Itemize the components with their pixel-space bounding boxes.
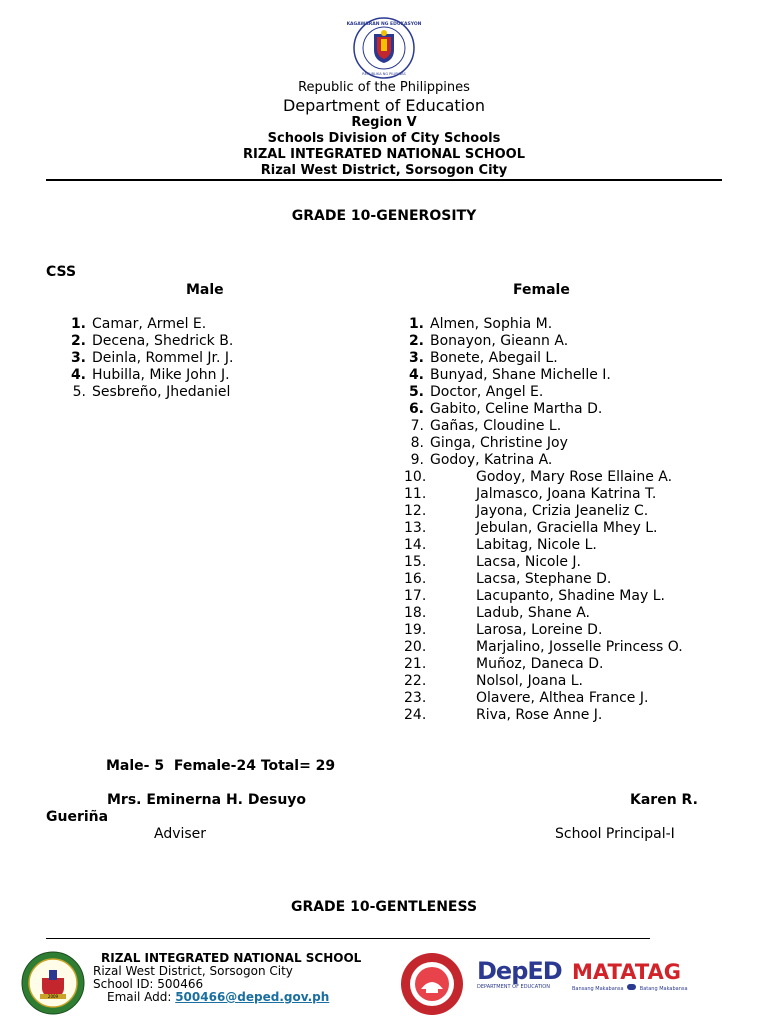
list-item-name: Lacsa, Stephane D. xyxy=(476,571,612,587)
list-item-name: Larosa, Loreine D. xyxy=(476,622,603,638)
matatag-tagline-1: Bansang Makabansa xyxy=(572,986,624,992)
list-item-number: 4. xyxy=(408,367,424,383)
list-item-number: 1. xyxy=(408,316,424,332)
subject-label: CSS xyxy=(46,264,77,280)
adviser-title: Adviser xyxy=(154,826,207,842)
list-item-name: Gañas, Cloudine L. xyxy=(430,418,562,434)
list-item xyxy=(404,571,611,588)
header-department: Department of Education xyxy=(282,96,486,115)
header-district: Rizal West District, Sorsogon City xyxy=(260,163,508,178)
list-item xyxy=(404,418,611,435)
list-item-name: Camar, Armel E. xyxy=(92,316,207,332)
header-republic: Republic of the Philippines xyxy=(298,80,470,95)
list-item xyxy=(404,690,649,707)
list-item-name: Lacupanto, Shadine May L. xyxy=(476,588,665,604)
section-title: GRADE 10-GENEROSITY xyxy=(291,208,477,224)
list-item xyxy=(404,384,611,401)
list-item-name: Jayona, Crizia Jeaneliz C. xyxy=(476,503,649,519)
list-item-name: Bonete, Abegail L. xyxy=(430,350,558,366)
adviser-name: Mrs. Eminerna H. Desuyo xyxy=(107,792,307,808)
list-item-number: 15. xyxy=(404,554,427,570)
list-item-number: 22. xyxy=(404,673,427,689)
seal-lettering: KAGAWARAN NG EDUKASYON xyxy=(346,22,422,27)
deped-logo xyxy=(477,958,561,990)
list-item-number: 3. xyxy=(70,350,86,366)
list-item xyxy=(60,350,234,367)
list-item xyxy=(404,503,649,520)
list-item-number: 14. xyxy=(404,537,427,553)
list-item xyxy=(404,333,611,350)
list-item-number: 13. xyxy=(404,520,427,536)
list-item-number: 20. xyxy=(404,639,427,655)
list-item-name: Marjalino, Josselle Princess O. xyxy=(476,639,683,655)
list-item-name: Jalmasco, Joana Katrina T. xyxy=(476,486,657,502)
list-item-name: Bunyad, Shane Michelle I. xyxy=(430,367,611,383)
list-item-name: Olavere, Althea France J. xyxy=(476,690,649,706)
list-item-number: 4. xyxy=(70,367,86,383)
division-seal-logo xyxy=(399,951,465,1017)
list-item-number: 12. xyxy=(404,503,427,519)
list-item-number: 5. xyxy=(408,384,424,400)
list-item xyxy=(60,333,234,350)
deped-seal-logo xyxy=(344,16,424,80)
footer-email-link[interactable]: 500466@deped.gov.ph xyxy=(175,990,330,1004)
list-item xyxy=(404,707,611,724)
list-item-number: 9. xyxy=(410,452,424,468)
footer-email-label: Email Add: xyxy=(107,990,176,1004)
list-item-name: Godoy, Mary Rose Ellaine A. xyxy=(476,469,673,485)
list-item-number: 23. xyxy=(404,690,427,706)
list-item-name: Decena, Shedrick B. xyxy=(92,333,234,349)
seal-year-text: 2009 xyxy=(47,994,59,999)
list-item xyxy=(404,452,611,469)
list-item-name: Nolsol, Joana L. xyxy=(476,673,584,689)
footer-district: Rizal West District, Sorsogon City xyxy=(93,964,293,978)
list-item-number: 24. xyxy=(404,707,427,723)
list-item-name: Labitag, Nicole L. xyxy=(476,537,597,553)
footer-divider xyxy=(46,938,650,939)
matatag-logo-text: MATATAG xyxy=(572,960,682,984)
list-item xyxy=(404,537,611,554)
deped-logo-subtext: DEPARTMENT OF EDUCATION xyxy=(477,984,550,990)
list-item-number: 7. xyxy=(410,418,424,434)
list-item-name: Hubilla, Mike John J. xyxy=(92,367,230,383)
next-section-title: GRADE 10-GENTLENESS xyxy=(290,899,478,915)
list-item xyxy=(404,605,611,622)
list-item xyxy=(404,622,611,639)
enrollment-summary: Male- 5 Female-24 Total= 29 xyxy=(106,758,336,774)
list-item-number: 6. xyxy=(408,401,424,417)
list-item-name: Ginga, Christine Joy xyxy=(430,435,568,451)
list-item xyxy=(404,316,611,333)
list-item-name: Almen, Sophia M. xyxy=(430,316,553,332)
principal-title: School Principal-I xyxy=(555,826,675,842)
list-item-number: 19. xyxy=(404,622,427,638)
header-school: RIZAL INTEGRATED NATIONAL SCHOOL xyxy=(242,147,525,162)
list-item-name: Godoy, Katrina A. xyxy=(430,452,553,468)
list-item xyxy=(60,384,234,401)
list-item-name: Doctor, Angel E. xyxy=(430,384,544,400)
list-item-number: 2. xyxy=(408,333,424,349)
deped-logo-text: DepED xyxy=(477,957,562,985)
list-item xyxy=(404,401,611,418)
list-item xyxy=(404,588,665,605)
list-item-number: 5. xyxy=(72,384,86,400)
list-item xyxy=(404,656,611,673)
list-item-number: 16. xyxy=(404,571,427,587)
list-item-name: Sesbreño, Jhedaniel xyxy=(92,384,231,400)
list-item-name: Jebulan, Graciella Mhey L. xyxy=(476,520,658,536)
list-item-name: Gabito, Celine Martha D. xyxy=(430,401,603,417)
heart-icon xyxy=(627,984,636,990)
matatag-tagline-2: Batang Makabansa xyxy=(639,986,688,992)
list-item-number: 18. xyxy=(404,605,427,621)
list-item-name: Lacsa, Nicole J. xyxy=(476,554,582,570)
male-student-list xyxy=(60,316,234,401)
matatag-logo xyxy=(572,960,687,993)
footer-school-name: RIZAL INTEGRATED NATIONAL SCHOOL xyxy=(101,951,362,965)
school-seal-logo xyxy=(20,950,86,1016)
list-item-number: 21. xyxy=(404,656,427,672)
list-item-number: 2. xyxy=(70,333,86,349)
list-item-number: 1. xyxy=(70,316,86,332)
list-item xyxy=(404,350,611,367)
list-item-name: Deinla, Rommel Jr. J. xyxy=(92,350,234,366)
list-item-number: 3. xyxy=(408,350,424,366)
female-student-list xyxy=(404,316,683,724)
list-item-number: 8. xyxy=(410,435,424,451)
female-heading: Female xyxy=(513,282,570,298)
list-item xyxy=(404,554,611,571)
header-region: Region V xyxy=(351,115,417,130)
list-item xyxy=(404,486,657,503)
list-item xyxy=(404,520,658,537)
principal-name-part2: Gueriña xyxy=(46,809,109,825)
list-item xyxy=(404,469,673,486)
list-item-number: 11. xyxy=(404,486,427,502)
list-item xyxy=(404,435,611,452)
footer-email-line xyxy=(107,991,329,1004)
header-division: Schools Division of City Schools xyxy=(267,131,501,146)
list-item-name: Ladub, Shane A. xyxy=(476,605,590,621)
list-item xyxy=(60,367,234,384)
seal-lettering-bottom: REPUBLIKA NG PILIPINAS xyxy=(362,72,406,76)
list-item xyxy=(60,316,234,333)
principal-name-part1: Karen R. xyxy=(630,792,698,808)
list-item-number: 10. xyxy=(404,469,427,485)
list-item-name: Muñoz, Daneca D. xyxy=(476,656,604,672)
header-divider xyxy=(46,179,722,181)
male-heading: Male xyxy=(186,282,224,298)
list-item-name: Riva, Rose Anne J. xyxy=(476,707,603,723)
list-item xyxy=(404,639,683,656)
list-item xyxy=(404,673,611,690)
list-item-number: 17. xyxy=(404,588,427,604)
footer-school-id: School ID: 500466 xyxy=(93,977,204,991)
list-item-name: Bonayon, Gieann A. xyxy=(430,333,569,349)
list-item xyxy=(404,367,611,384)
